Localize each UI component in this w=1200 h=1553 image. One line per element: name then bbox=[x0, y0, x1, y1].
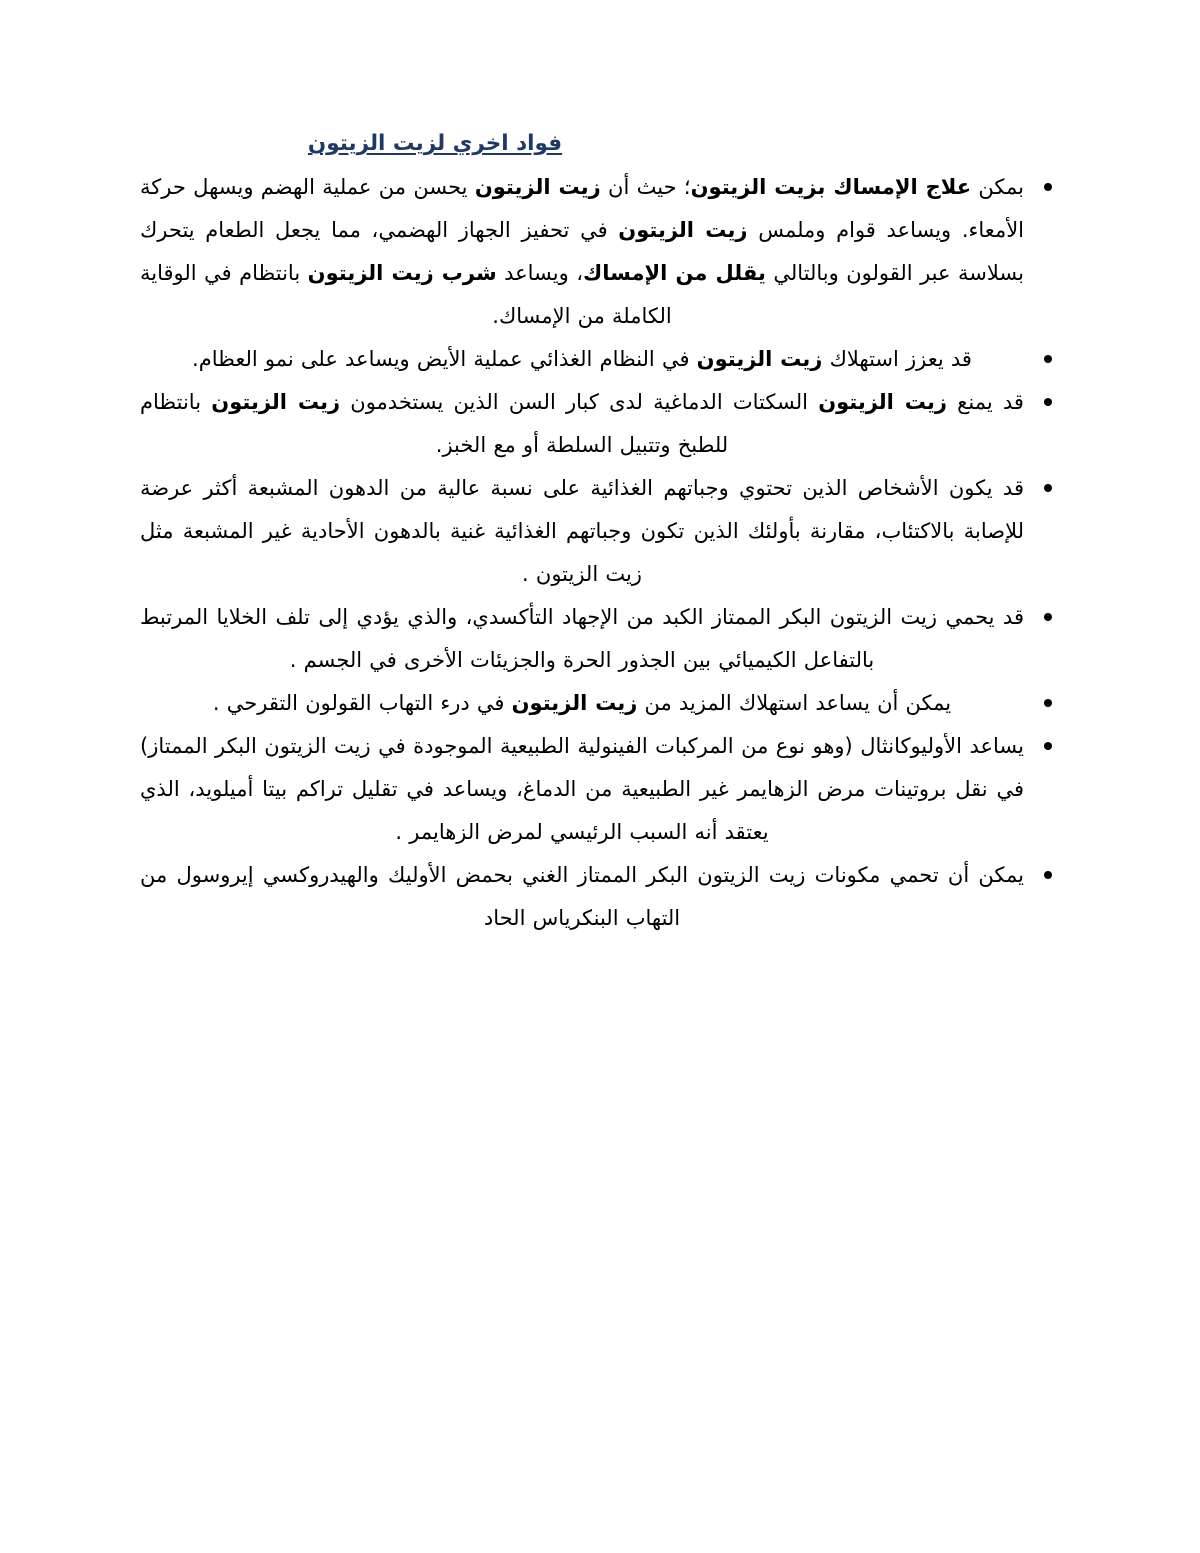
body-text: في درء التهاب القولون التقرحي . bbox=[212, 691, 512, 716]
list-item-text bbox=[140, 596, 1024, 682]
body-text: يمكن أن يساعد استهلاك المزيد من bbox=[637, 691, 952, 716]
body-text: ، ويساعد bbox=[496, 261, 584, 286]
emphasis-text: يقلل من الإمساك bbox=[583, 261, 766, 286]
body-text: يساعد الأوليوكانثال (وهو نوع من المركبات الفينولية الطبيعية الموجودة في زيت الزيتون البكر الممتاز) في نقل بروتينات مرض الزهايمر غير الطبيعية من الدماغ، ويساعد في تقليل تراكم بيتا أميلويد، الذي يعتقد أنه السبب الرئيسي لمرض الزهايمر . bbox=[140, 734, 1024, 845]
list-item bbox=[140, 682, 1060, 725]
list-item-text bbox=[140, 725, 1024, 854]
list-item-text bbox=[140, 338, 1024, 381]
body-text: السكتات الدماغية لدى كبار السن الذين يستخدمون bbox=[340, 390, 819, 415]
list-item-text bbox=[140, 854, 1024, 940]
list-item bbox=[140, 596, 1060, 682]
list-item bbox=[140, 381, 1060, 467]
body-text: يحسن من عملية الهضم ويسهل حركة الأمعاء. ويساعد قوام وملمس bbox=[140, 175, 1025, 243]
benefits-bullet-list bbox=[140, 166, 1060, 940]
document-body bbox=[140, 128, 1060, 940]
list-item-text bbox=[140, 467, 1024, 596]
list-item bbox=[140, 338, 1060, 381]
list-item-text bbox=[140, 381, 1024, 467]
body-text: بمكن bbox=[971, 175, 1024, 200]
emphasis-text: زيت الزيتون bbox=[474, 175, 601, 200]
body-text: بانتظام للطبخ وتتبيل السلطة أو مع الخبز. bbox=[140, 390, 729, 458]
emphasis-text: زيت الزيتون bbox=[696, 347, 823, 372]
body-text: في تحفيز الجهاز الهضمي، مما يجعل الطعام يتحرك بسلاسة عبر القولون وبالتالي bbox=[140, 218, 1024, 286]
list-item bbox=[140, 467, 1060, 596]
emphasis-text: زيت الزيتون bbox=[211, 390, 341, 415]
list-item-text bbox=[140, 166, 1024, 338]
list-item bbox=[140, 166, 1060, 338]
page-title: فواد اخري لزيت الزيتون bbox=[307, 131, 563, 156]
body-text: يمكن أن تحمي مكونات زيت الزيتون البكر الممتاز الغني بحمض الأوليك والهيدروكسي إيروسول من التهاب البنكرياس الحاد bbox=[140, 863, 1024, 931]
body-text: ؛ حيث أن bbox=[600, 175, 691, 200]
body-text: بانتظام في الوقاية الكاملة من الإمساك. bbox=[140, 261, 672, 329]
list-item-text bbox=[140, 682, 1024, 725]
body-text: قد يحمي زيت الزيتون البكر الممتاز الكبد من الإجهاد التأكسدي، والذي يؤدي إلى تلف الخلايا المرتبط بالتفاعل الكيميائي بين الجذور الحرة والجزيئات الأخرى في الجسم . bbox=[140, 605, 1024, 673]
emphasis-text: شرب زيت الزيتون bbox=[307, 261, 497, 286]
emphasis-text: زيت الزيتون bbox=[511, 691, 638, 716]
emphasis-text: زيت الزيتون bbox=[818, 390, 947, 415]
emphasis-text: زيت الزيتون bbox=[618, 218, 748, 243]
body-text: قد يكون الأشخاص الذين تحتوي وجباتهم الغذائية على نسبة عالية من الدهون المشبعة أكثر عرضة للإصابة بالاكتئاب، مقارنة بأولئك الذين تكون وجباتهم الغذائية غنية بالدهون الأحادية غير المشبعة مثل زيت الزيتون . bbox=[140, 476, 1024, 587]
body-text: قد يعزز استهلاك bbox=[822, 347, 972, 372]
body-text: في النظام الغذائي عملية الأيض ويساعد على نمو العظام. bbox=[192, 347, 697, 372]
body-text: قد يمنع bbox=[946, 390, 1024, 415]
list-item bbox=[140, 854, 1060, 940]
list-item bbox=[140, 725, 1060, 854]
emphasis-text: علاج الإمساك بزيت الزيتون bbox=[690, 175, 972, 200]
